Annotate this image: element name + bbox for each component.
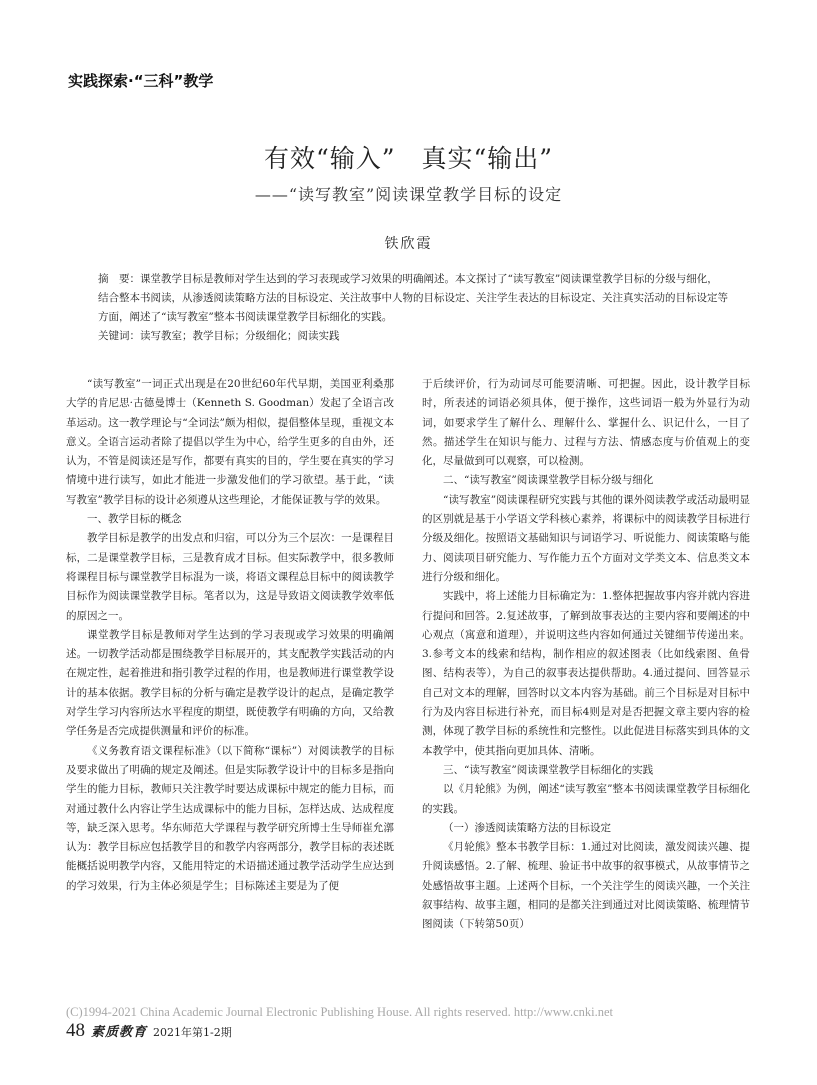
left-column <box>66 375 394 935</box>
copyright-notice: (C)1994-2021 China Academic Journal Electronic Publishing House. All rights reserved. http://www.cnki.net <box>66 1005 614 1019</box>
keywords: 关键词：读写教室；教学目标；分级细化；阅读实践 <box>98 330 340 342</box>
issue-info: 2021年第1-2期 <box>153 1026 232 1039</box>
title-part-2: 真实“输出” <box>421 144 554 173</box>
article-subtitle: ——“读写教室”阅读课堂教学目标的设定 <box>254 185 563 204</box>
right-column <box>422 375 750 935</box>
paragraph: 《月轮熊》整本书教学目标：1.通过对比阅读，激发阅读兴趣、提升阅读感悟。2.了解、梳理、验证书中故事的叙事模式，从故事情节之处感悟故事主题。上述两个目标，一个关注学生的阅读兴趣，一个关注叙事结构、故事主题，相同的是都关注到通过对比阅读策略、梳理情节图阅读（下转第50页） <box>422 841 750 931</box>
section-heading: 二、“读写教室”阅读课堂教学目标分级与细化 <box>443 474 654 487</box>
article-author: 铁欣霞 <box>384 236 433 252</box>
paragraph: 教学目标是教学的出发点和归宿，可以分为三个层次：一是课程目标，二是课堂教学目标，三是教育成才目标。但实际教学中，很多教师将课程目标与课堂教学目标混为一谈，将语文课程总目标中的阅读教学目标作为阅读课堂教学目标。笔者以为，这是导致语文阅读教学效率低的原因之一。 <box>66 532 394 622</box>
paragraph: 于后续评价，行为动词尽可能要清晰、可把握。因此，设计教学目标时，所表述的词语必须具体，便于操作，这些词语一般为外显行为动词，如要求学生了解什么、理解什么、掌握什么、识记什么，一目了然。描述学生在知识与能力、过程与方法、情感态度与价值观上的变化，尽量做到可以观察，可以检测。 <box>422 378 750 468</box>
paragraph: 《义务教育语文课程标准》（以下简称“课标”）对阅读教学的目标及要求做出了明确的规定及阐述。但是实际教学设计中的目标多是指向学生的能力目标，教师只关注教学时要达成课标中规定的能力目标，而对通过教什么内容让学生达成课标中的能力目标，怎样达成、达成程度等，缺乏深入思考。华东师范大学课程与教学研究所博士生导师崔允漷认为：教学目标应包括教学目的和教学内容两部分，教学目标的表述既能概括说明教学内容，又能用特定的术语描述通过教学活动学生应达到的学习效果，行为主体必须是学生；目标陈述主要是为了便 <box>66 744 394 892</box>
section-heading: 一、教学目标的概念 <box>87 513 182 526</box>
journal-logo: 素质教育 <box>91 1025 148 1040</box>
article-title <box>0 139 817 175</box>
page-number: 48 <box>66 1020 85 1041</box>
paragraph: 以《月轮熊》为例，阐述“读写教室”整本书阅读课堂教学目标细化的实践。 <box>422 783 750 815</box>
paragraph: 课堂教学目标是教师对学生达到的学习表现或学习效果的明确阐述。一切教学活动都是围绕教学目标展开的，其支配教学实践活动的内在规定性，起着推进和指引教学过程的作用，也是教师进行课堂教学设计的基本依据。教学目标的分析与确定是教学设计的起点，是确定教学对学生学习内容所达水平程度的期望，既使教学有明确的方向，又给教学任务是否完成提供测量和评价的标准。 <box>66 628 394 738</box>
section-label: 实践探索·“三科”教学 <box>68 72 214 90</box>
paragraph: “读写教室”阅读课程研究实践与其他的课外阅读教学或活动最明显的区别就是基于小学语文学科核心素养，将课标中的阅读教学目标进行分级及细化。按照语文基础知识与词语学习、听说能力、阅读策略与能力、阅读项目研究能力、写作能力五个方面对文学类文本、信息类文本进行分级和细化。 <box>422 493 750 583</box>
paragraph: 实践中，将上述能力目标确定为：1.整体把握故事内容并就内容进行提问和回答。2.复述故事，了解到故事表达的主要内容和要阐述的中心观点（寓意和道理），并说明这些内容如何通过关键细节传递出来。3.参考文本的线索和结构，制作相应的叙述图表（比如线索图、鱼骨图、结构表等），为自己的叙事表达提供帮助。4.通过提问、回答显示自己对文本的理解，回答时以文本内容为基础。前三个目标是对目标中行为及内容目标进行补充，而目标4则是对是否把握文章主要内容的检测，体现了教学目标的系统性和完整性。以此促进目标落实到具体的文本教学中，使其指向更加具体、清晰。 <box>422 590 750 757</box>
abstract <box>98 270 728 346</box>
section-heading: 三、“读写教室”阅读课堂教学目标细化的实践 <box>443 763 654 776</box>
abstract-text: 摘 要：课堂教学目标是教师对学生达到的学习表现或学习效果的明确阐述。本文探讨了“读写教室”阅读课堂教学目标的分级与细化，结合整本书阅读，从渗透阅读策略方法的目标设定、关注故事中人物的目标设定、关注学生表达的目标设定、关注真实活动的目标设定等方面，阐述了“读写教室”整本书阅读课堂教学目标细化的实践。 <box>98 273 728 323</box>
subsection-heading: （一）渗透阅读策略方法的目标设定 <box>443 821 611 834</box>
paragraph: “读写教室”一词正式出现是在20世纪60年代早期，美国亚利桑那大学的肯尼思·古德曼博士（Kenneth S. Goodman）发起了全语言改革运动。这一教学理论与“全词法”颇为相似，提倡整体呈现，重视文本意义。全语言运动者除了提倡以学生为中心，给学生更多的自由外，还认为，不管是阅读还是写作，都要有真实的目的，学生要在真实的学习情境中进行读写，如此才能进一步激发他们的学习欲望。基于此，“读写教室”教学目标的设计必须遵从这些理论，才能保证教与学的效果。 <box>66 378 394 506</box>
title-part-1: 有效“输入” <box>263 144 396 173</box>
page-footer <box>66 1020 232 1042</box>
body-columns <box>66 375 750 935</box>
